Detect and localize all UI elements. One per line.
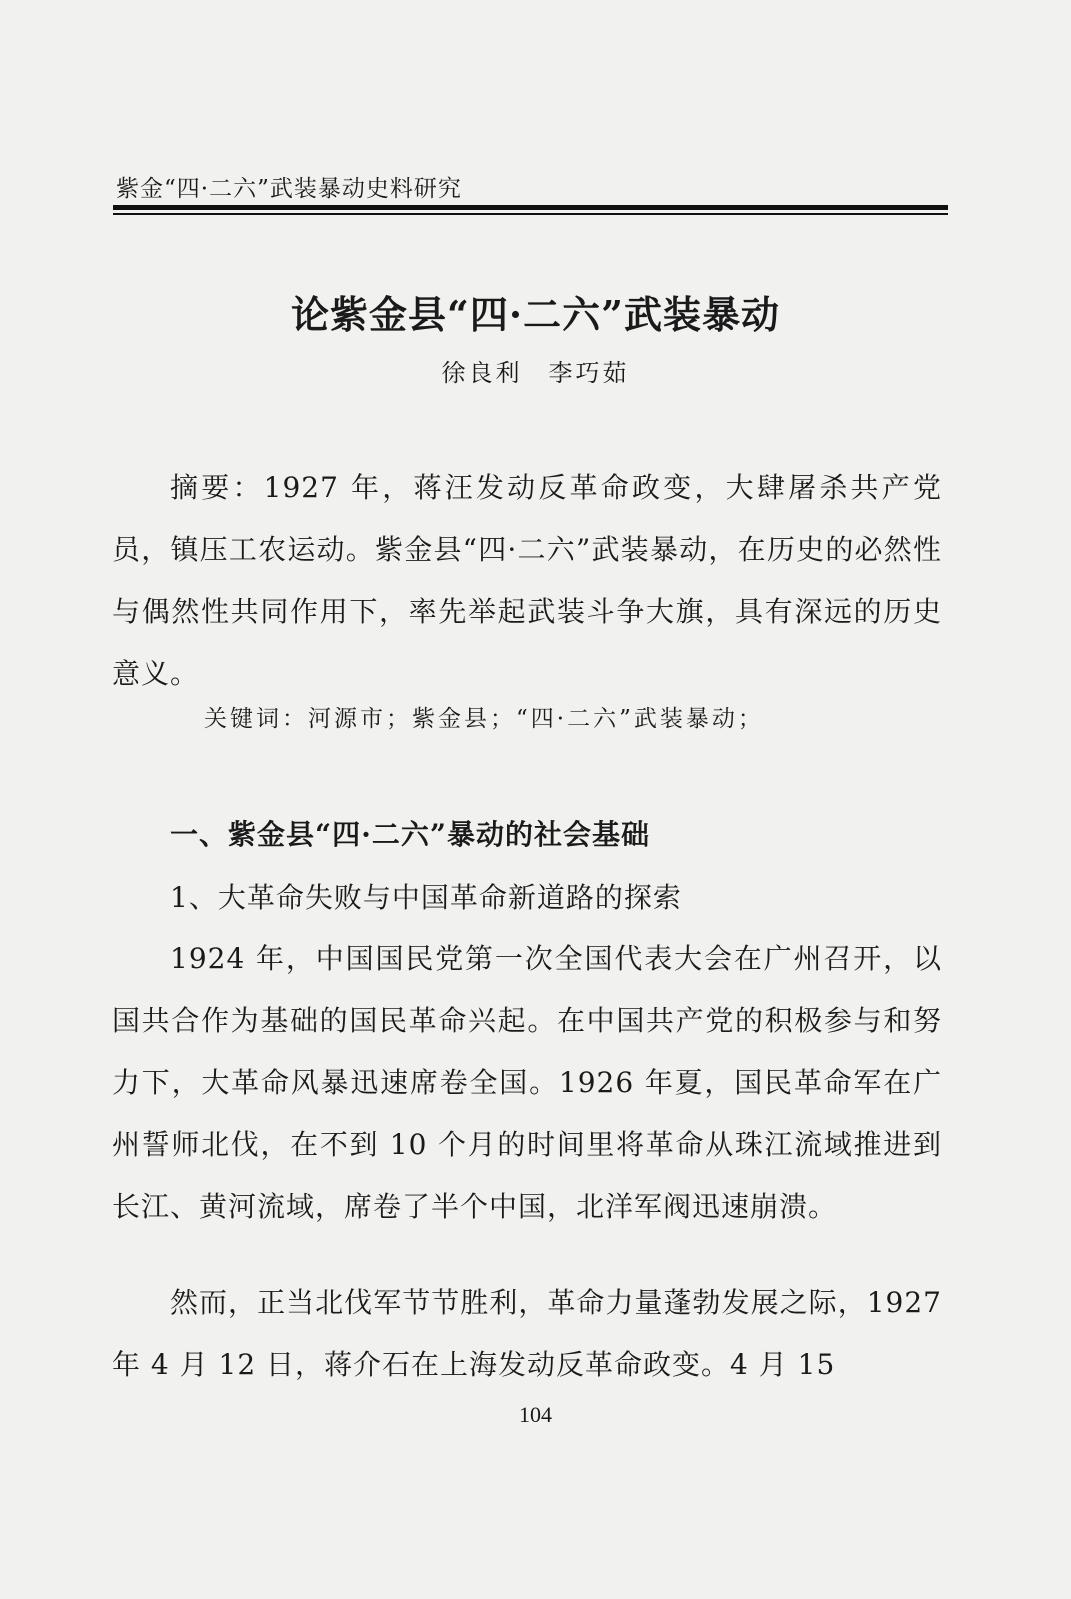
running-head: 紫金“四·二六”武装暴动史料研究 [116, 176, 462, 202]
abstract [112, 457, 942, 705]
article-title: 论紫金县“四·二六”武装暴动 [291, 292, 780, 337]
header-rule-thick [113, 205, 948, 210]
author-name: 李巧茹 [548, 359, 630, 387]
subheading: 1、大革命失败与中国革命新道路的探索 [170, 881, 682, 914]
paragraph [112, 928, 942, 1238]
author-name: 徐良利 [441, 359, 523, 387]
keywords: 关键词：河源市；紫金县；“四·二六”武装暴动； [204, 706, 764, 732]
paragraph [112, 1272, 942, 1396]
paragraph-text: 然而，正当北伐军节节胜利，革命力量蓬勃发展之际，1927 年 4 月 12 日，蒋介石在上海发动反革命政变。4 月 15 [112, 1286, 942, 1381]
abstract-text: 摘要：1927 年，蒋汪发动反革命政变，大肆屠杀共产党员，镇压工农运动。紫金县“四·二六”武装暴动，在历史的必然性与偶然性共同作用下，率先举起武装斗争大旗，具有深远的历史意义。 [112, 471, 942, 690]
authors [0, 353, 1071, 388]
header-rule-thin [113, 213, 948, 215]
paragraph-text: 1924 年，中国国民党第一次全国代表大会在广州召开，以国共合作为基础的国民革命兴起。在中国共产党的积极参与和努力下，大革命风暴迅速席卷全国。1926 年夏，国民革命军在广州誓师北伐，在不到 10 个月的时间里将革命从珠江流域推进到长江、黄河流域，席卷了半个中国，北洋军阀迅速崩溃。 [112, 942, 942, 1223]
page-number: 104 [519, 1402, 552, 1427]
section-heading: 一、紫金县“四·二六”暴动的社会基础 [170, 818, 650, 851]
